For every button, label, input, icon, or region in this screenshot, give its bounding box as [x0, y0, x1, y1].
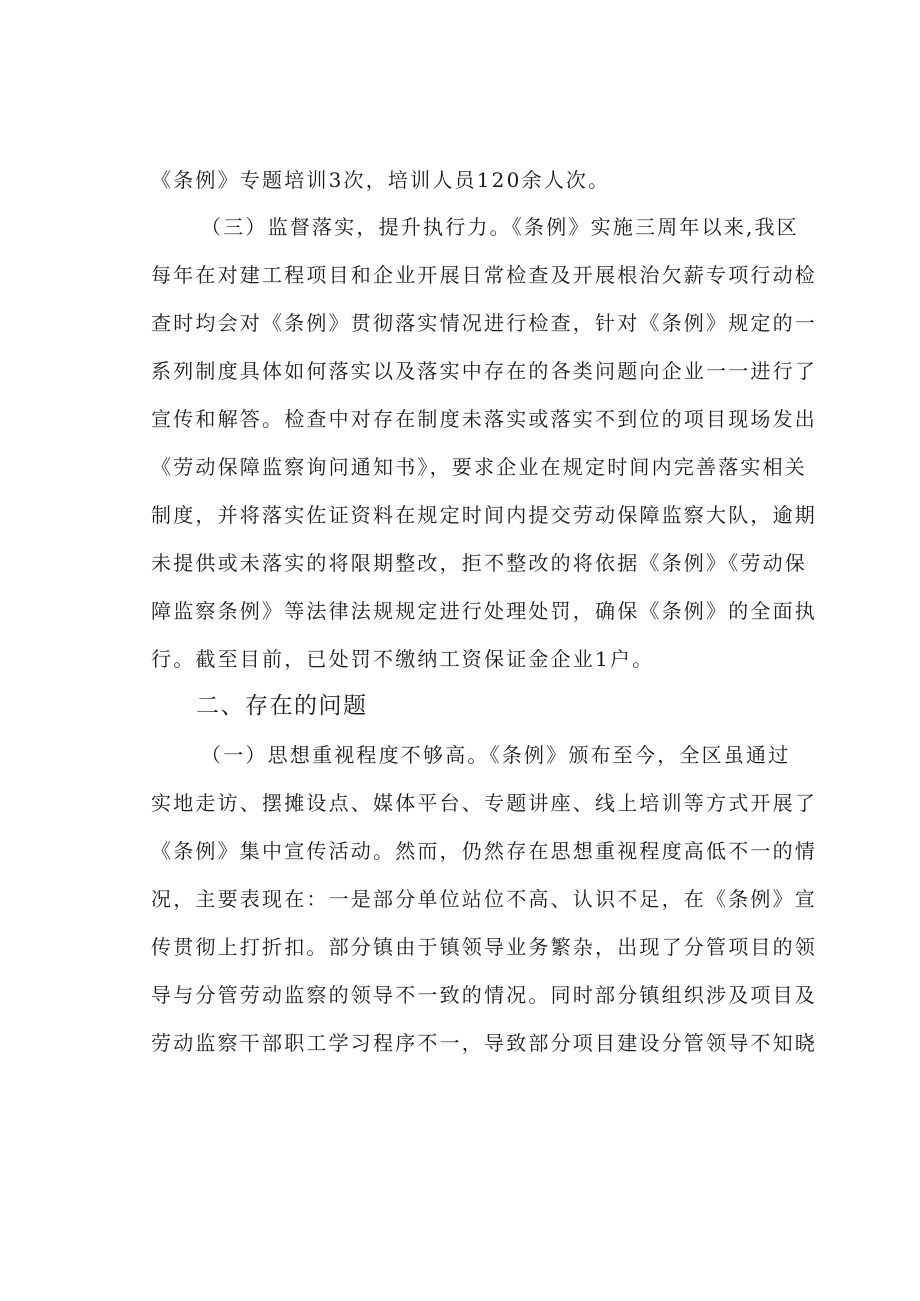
- section-heading: 二、存在的问题: [196, 693, 368, 719]
- paragraph-line: 障监察条例》等法律法规规定进行处理处罚，确保《条例》的全面执: [151, 599, 817, 623]
- paragraph-line: 导与分管劳动监察的领导不一致的情况。同时部分镇组织涉及项目及: [151, 983, 817, 1007]
- paragraph-line: 查时均会对《条例》贯彻落实情况进行检查，针对《条例》规定的一: [151, 311, 817, 335]
- paragraph-line: 《条例》专题培训3次，培训人员120余人次。: [151, 168, 611, 192]
- paragraph-line: 未提供或未落实的将限期整改，拒不整改的将依据《条例》《劳动保: [151, 551, 807, 575]
- paragraph-line: 实地走访、摆摊设点、媒体平台、专题讲座、线上培训等方式开展了: [151, 791, 817, 815]
- paragraph-line: 行。截至目前，已处罚不缴纳工资保证金企业1户。: [151, 647, 655, 671]
- paragraph-line: 传贯彻上打折扣。部分镇由于镇领导业务繁杂，出现了分管项目的领: [151, 935, 817, 959]
- paragraph-line: 宣传和解答。检查中对存在制度未落实或落实不到位的项目现场发出: [151, 407, 817, 431]
- paragraph-line: 《劳动保障监察询问通知书》，要求企业在规定时间内完善落实相关: [151, 455, 807, 479]
- paragraph-line: （一）思想重视程度不够高。《条例》颁布至今，全区虽通过: [201, 743, 791, 767]
- paragraph-line: 况，主要表现在：一是部分单位站位不高、认识不足，在《条例》宣: [151, 887, 817, 911]
- paragraph-line: 劳动监察干部职工学习程序不一，导致部分项目建设分管领导不知晓: [151, 1031, 817, 1055]
- paragraph-line: （三）监督落实，提升执行力。《条例》实施三周年以来,我区: [201, 215, 799, 239]
- paragraph-line: 每年在对建工程项目和企业开展日常检查及开展根治欠薪专项行动检: [151, 263, 817, 287]
- paragraph-line: 《条例》集中宣传活动。然而，仍然存在思想重视程度高低不一的情: [151, 839, 817, 863]
- paragraph-line: 制度，并将落实佐证资料在规定时间内提交劳动保障监察大队，逾期: [151, 503, 817, 527]
- paragraph-line: 系列制度具体如何落实以及落实中存在的各类问题向企业一一进行了: [151, 359, 817, 383]
